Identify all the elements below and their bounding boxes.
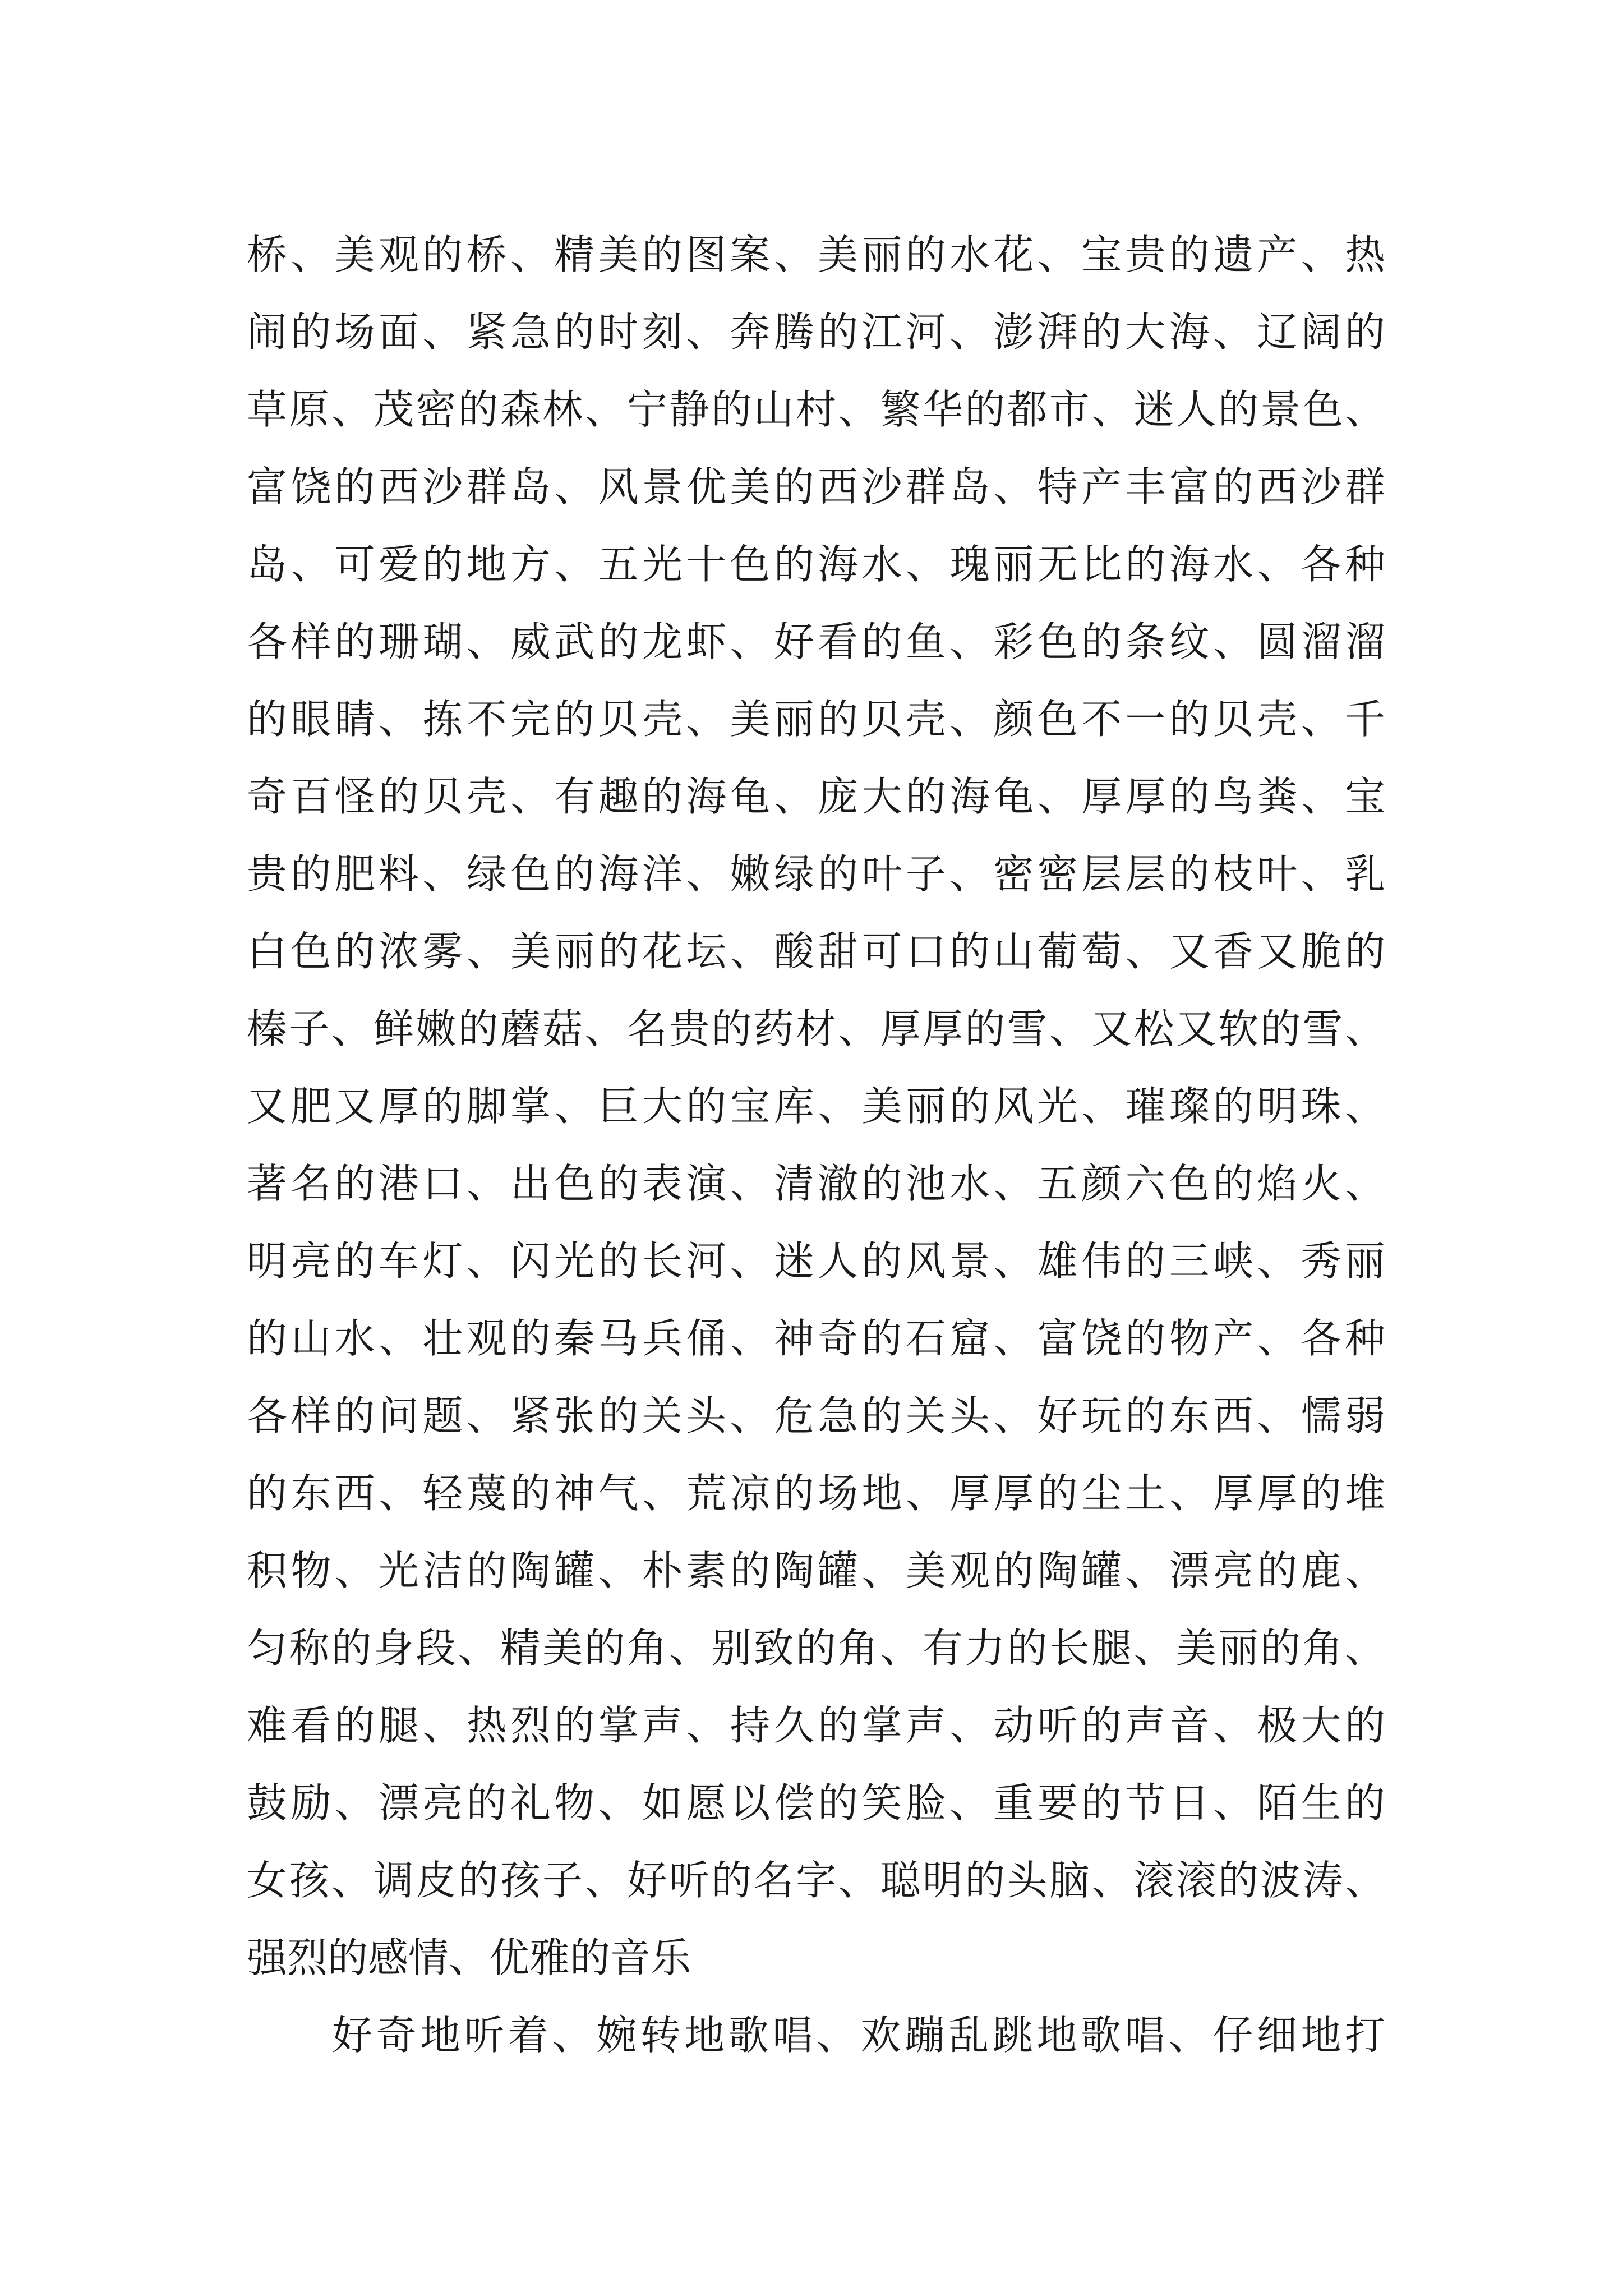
paragraph-2	[247, 1996, 1385, 2074]
text-line: 的山水、壮观的秦马兵俑、神奇的石窟、富饶的物产、各种	[247, 1315, 1385, 1362]
text-line: 好奇地听着、婉转地歌唱、欢蹦乱跳地歌唱、仔细地打	[332, 2012, 1385, 2059]
text-line: 又肥又厚的脚掌、巨大的宝库、美丽的风光、璀璨的明珠、	[247, 1083, 1385, 1130]
text-line: 榛子、鲜嫩的蘑菇、名贵的药材、厚厚的雪、又松又软的雪、	[247, 1005, 1385, 1052]
text-line: 难看的腿、热烈的掌声、持久的掌声、动听的声音、极大的	[247, 1702, 1385, 1749]
text-line: 匀称的身段、精美的角、别致的角、有力的长腿、美丽的角、	[247, 1625, 1385, 1672]
text-line: 积物、光洁的陶罐、朴素的陶罐、美观的陶罐、漂亮的鹿、	[247, 1547, 1385, 1594]
text-line: 奇百怪的贝壳、有趣的海龟、庞大的海龟、厚厚的鸟粪、宝	[247, 773, 1385, 820]
text-line: 各样的珊瑚、威武的龙虾、好看的鱼、彩色的条纹、圆溜溜	[247, 618, 1385, 665]
text-line: 各样的问题、紧张的关头、危急的关头、好玩的东西、懦弱	[247, 1392, 1385, 1439]
text-line: 明亮的车灯、闪光的长河、迷人的风景、雄伟的三峡、秀丽	[247, 1237, 1385, 1285]
text-line: 岛、可爱的地方、五光十色的海水、瑰丽无比的海水、各种	[247, 541, 1385, 588]
text-line: 强烈的感情、优雅的音乐	[247, 1934, 691, 1981]
text-line: 白色的浓雾、美丽的花坛、酸甜可口的山葡萄、又香又脆的	[247, 928, 1385, 975]
text-line: 著名的港口、出色的表演、清澈的池水、五颜六色的焰火、	[247, 1160, 1385, 1207]
text-line: 女孩、调皮的孩子、好听的名字、聪明的头脑、滚滚的波涛、	[247, 1857, 1385, 1904]
text-line: 闹的场面、紧急的时刻、奔腾的江河、澎湃的大海、辽阔的	[247, 309, 1385, 356]
text-line: 贵的肥料、绿色的海洋、嫩绿的叶子、密密层层的枝叶、乳	[247, 850, 1385, 898]
paragraph-1	[247, 216, 1385, 1996]
text-line: 富饶的西沙群岛、风景优美的西沙群岛、特产丰富的西沙群	[247, 463, 1385, 510]
text-line: 鼓励、漂亮的礼物、如愿以偿的笑脸、重要的节日、陌生的	[247, 1779, 1385, 1826]
text-line: 桥、美观的桥、精美的图案、美丽的水花、宝贵的遗产、热	[247, 231, 1385, 278]
text-line: 的东西、轻蔑的神气、荒凉的场地、厚厚的尘土、厚厚的堆	[247, 1470, 1385, 1517]
body-text	[247, 216, 1385, 2074]
text-line: 的眼睛、拣不完的贝壳、美丽的贝壳、颜色不一的贝壳、千	[247, 696, 1385, 743]
text-line: 草原、茂密的森林、宁静的山村、繁华的都市、迷人的景色、	[247, 386, 1385, 433]
